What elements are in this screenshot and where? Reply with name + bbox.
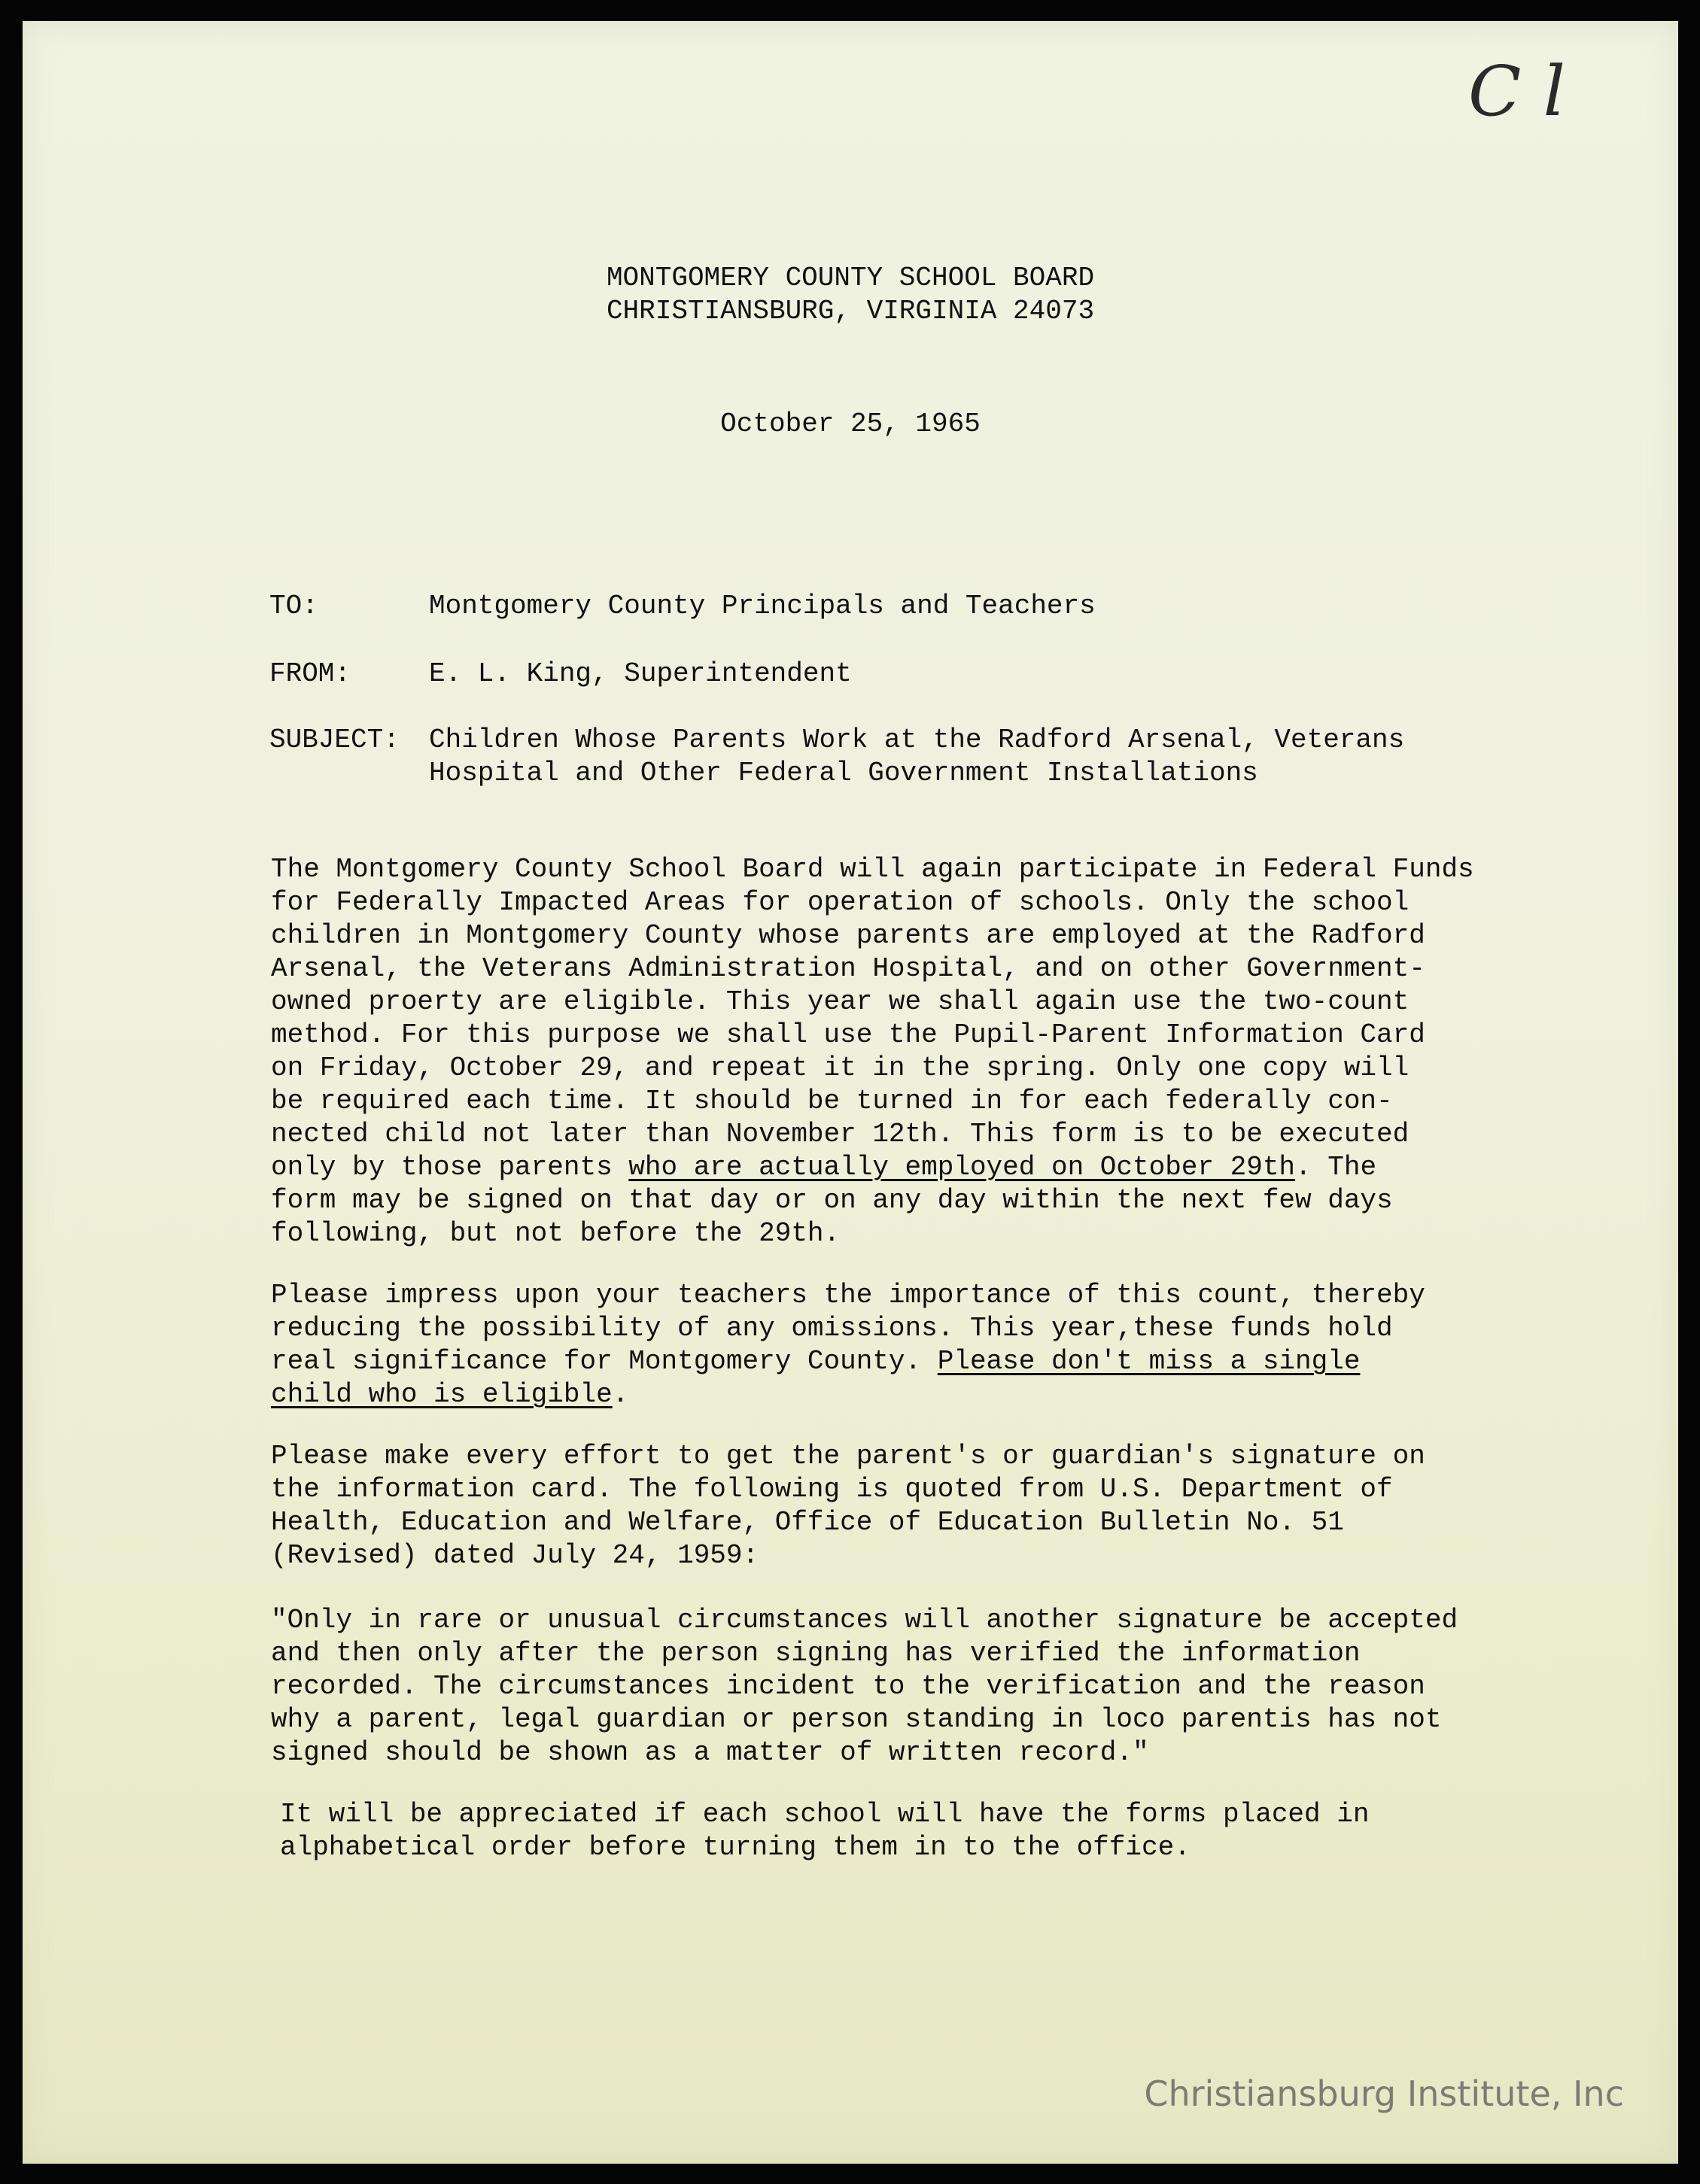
paragraph-1-underlined: who are actually employed on October 29th — [628, 1152, 1296, 1183]
letterhead — [23, 262, 1678, 328]
to-value: Montgomery County Principals and Teachers — [429, 591, 1096, 621]
paragraph-1-text-b: . The form may be signed on that day or on any day within the next few days following, but not before the 29th. — [271, 1152, 1393, 1249]
watermark: Christiansburg Institute, Inc — [1144, 2073, 1624, 2114]
subject-label: SUBJECT: — [269, 724, 400, 755]
subject-line-1: Children Whose Parents Work at the Radford Arsenal, Veterans — [429, 724, 1405, 755]
paragraph-1 — [271, 853, 1550, 1250]
from-label: FROM: — [269, 658, 351, 689]
memo-date: October 25, 1965 — [720, 409, 981, 439]
from-value: E. L. King, Superintendent — [429, 658, 852, 689]
paragraph-2-text-a: Please impress upon your teachers the importance of this count, thereby reducing the possibility of any omissions. This year,these funds hold real significance for Montgomery County. — [271, 1280, 1425, 1377]
paragraph-2-underlined-1: Please don't miss a single — [937, 1346, 1361, 1377]
paragraph-2-text-b: . — [612, 1379, 629, 1410]
quotation-paragraph: "Only in rare or unusual circumstances will another signature be accepted and then only after the person signing has verified the information recorded. The circumstances incident to the verification and the reason why a parent, legal guardian or person standing in loco parentis has not signed should be shown as a matter of written record." — [271, 1605, 1458, 1768]
subject-value — [429, 724, 1558, 790]
handwritten-annotation: C l — [1467, 51, 1565, 132]
letterhead-line-2: CHRISTIANSBURG, VIRGINIA 24073 — [606, 296, 1095, 327]
to-label: TO: — [269, 591, 318, 621]
subject-line-2: Hospital and Other Federal Government Installations — [429, 758, 1258, 788]
paragraph-3: Please make every effort to get the parent's or guardian's signature on the information card. The following is quoted from U.S. Department of Health, Education and Welfare, Office of Education Bulletin No. 51 (Revised) dated July 24, 1959: — [271, 1441, 1425, 1571]
paragraph-1-text-a: The Montgomery County School Board will again participate in Federal Funds for Federally Impacted Areas for operation of schools. Only the school children in Montgomery County whose parents are employed at the Radford Arsenal, the Veterans Administration Hospital, and on other Government- owned proerty are eligible. This year we shall again use the two-count method. For this purpose we shall use the Pupil-Parent Information Card on Friday, October 29, and repeat it in the spring. Only one copy will be required each time. It should be turned in for each federally con- nected child not later than November 12th. This form is to be executed only by those parents — [271, 854, 1474, 1183]
paragraph-5: It will be appreciated if each school will have the forms placed in alphabetical order before turning them in to the office. — [280, 1799, 1370, 1863]
paragraph-2-underlined-2: child who is eligible — [271, 1379, 613, 1410]
paragraph-2 — [271, 1279, 1550, 1411]
letterhead-line-1: MONTGOMERY COUNTY SCHOOL BOARD — [606, 263, 1095, 293]
document-page — [23, 21, 1678, 2164]
